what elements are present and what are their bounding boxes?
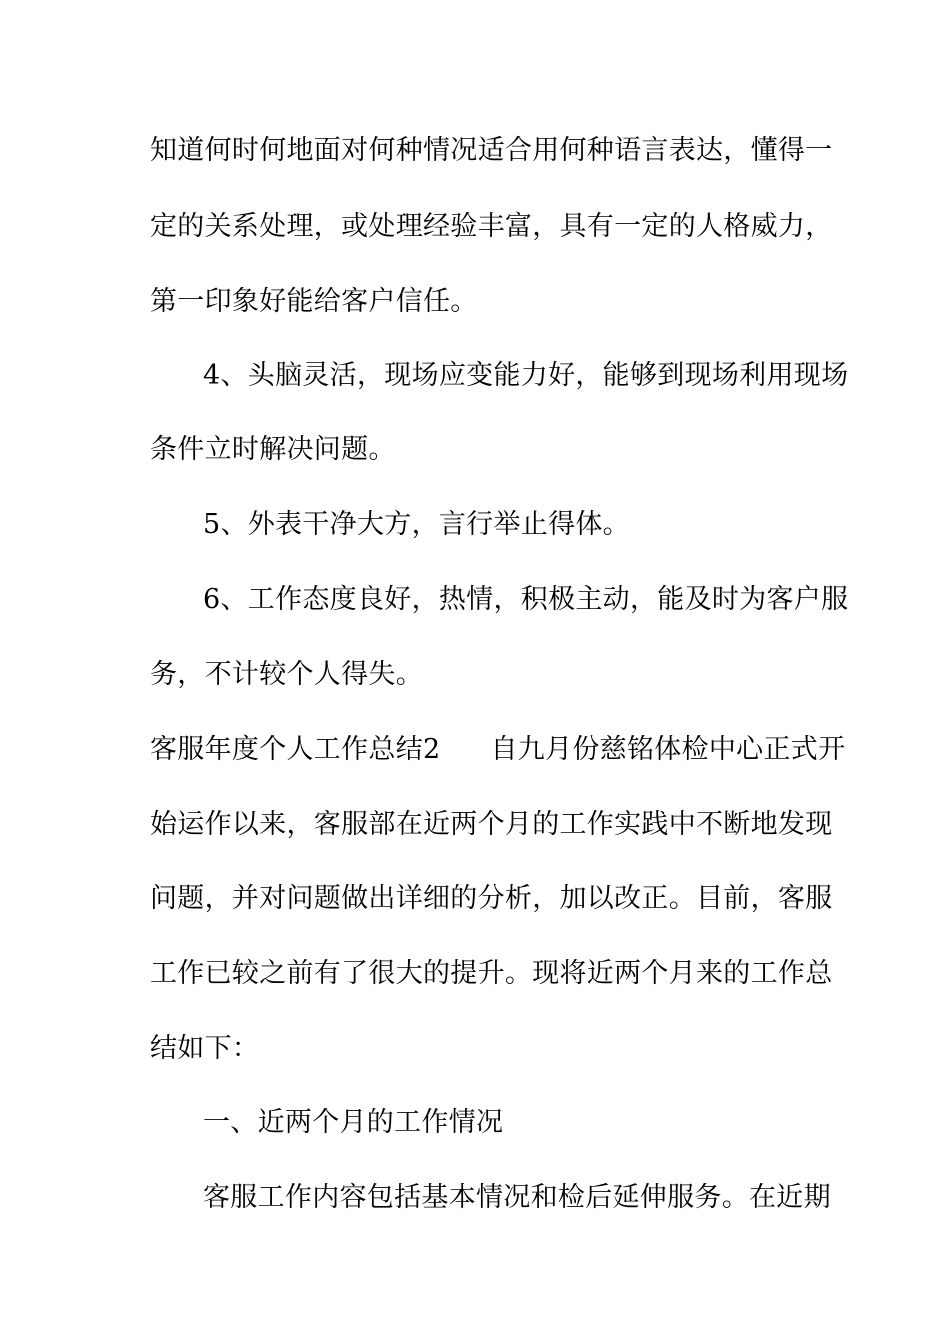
text-line: 问题，并对问题做出详细的分析，加以改正。目前，客服 [150,883,833,914]
list-item-6: 6、工作态度良好，热情，积极主动，能及时为客户服 [203,584,849,615]
list-item-4: 4、头脑灵活，现场应变能力好，能够到现场利用现场 [203,360,849,391]
text-line: 务，不计较个人得失。 [150,659,423,690]
text-line: 客服工作内容包括基本情况和检后延伸服务。在近期 [203,1182,831,1213]
section-heading-line [150,734,845,766]
list-item-5: 5、外表干净大方，言行举止得体。 [203,509,630,540]
subheading: 一、近两个月的工作情况 [203,1107,504,1138]
section-intro-text: 自九月份慈铭体检中心正式开 [490,734,846,765]
text-line: 第一印象好能给客户信任。 [150,286,478,317]
text-line: 结如下： [150,1033,260,1064]
section-title: 客服年度个人工作总结2 [150,734,441,765]
text-line: 定的关系处理，或处理经验丰富，具有一定的人格威力， [150,211,833,242]
text-line: 始运作以来，客服部在近两个月的工作实践中不断地发现 [150,809,833,840]
text-line: 知道何时何地面对何种情况适合用何种语言表达，懂得一 [150,135,833,166]
text-line: 条件立时解决问题。 [150,434,396,465]
text-line: 工作已较之前有了很大的提升。现将近两个月来的工作总 [150,958,833,989]
